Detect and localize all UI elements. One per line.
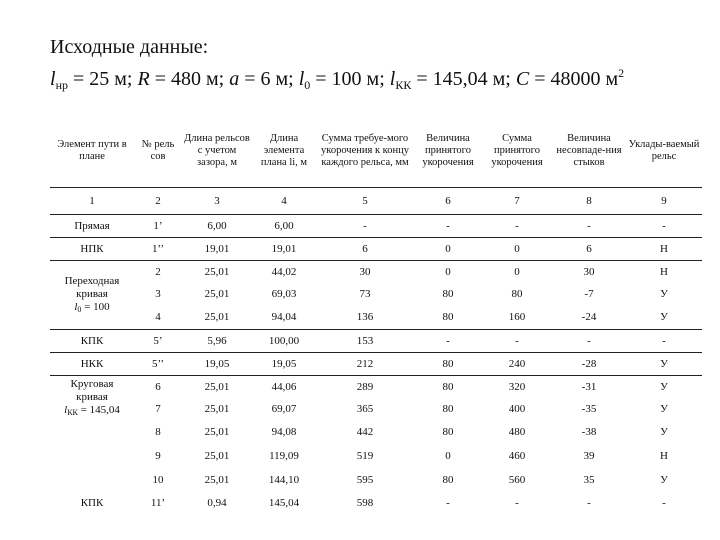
input-parameters: [50, 66, 624, 93]
table-cell: -: [587, 496, 591, 509]
element-symbol: l: [64, 404, 68, 416]
table-cell: 598: [356, 496, 374, 509]
element-label: кривая: [76, 287, 108, 300]
table-cell: -: [626, 330, 702, 353]
table-cell: -: [515, 219, 519, 232]
table-cell: У: [660, 310, 668, 323]
element-cell: НКК: [50, 353, 134, 376]
column-number: 3: [182, 188, 252, 215]
table-cell: -: [482, 330, 552, 353]
table-cell: 94,04: [271, 310, 297, 323]
header-cell: Длина элемента плана li, м: [252, 115, 316, 188]
table-cell: 5,96: [182, 330, 252, 353]
param-c-superscript: 2: [618, 66, 625, 80]
table-cell: 160: [508, 310, 526, 323]
table-row: [50, 261, 702, 284]
param-l0-symbol: l: [298, 68, 305, 90]
element-subscript: КК: [67, 408, 78, 417]
table-cell: У: [660, 425, 668, 438]
table-cell: 19,05: [252, 353, 316, 376]
element-symbol: l: [74, 300, 78, 313]
table-cell: 1’’: [134, 238, 182, 261]
header-cell: Сумма требуе-мого укорочения к концу каждого рельса, мм: [316, 115, 414, 188]
table-cell: 6: [134, 376, 182, 399]
header-cell: № рель сов: [134, 115, 182, 188]
table-cell: -7: [584, 287, 594, 300]
table-cell: Н: [626, 238, 702, 261]
rail-shortening-table: [50, 115, 702, 514]
table-row: [50, 468, 702, 492]
table-cell: 480: [508, 425, 526, 438]
table-cell: 8: [155, 425, 161, 438]
table-cell: 320: [482, 376, 552, 399]
table-cell: -: [515, 496, 519, 509]
table-cell: Н: [626, 261, 702, 284]
table-cell: -: [446, 219, 450, 232]
column-number: 1: [50, 188, 134, 215]
table-cell: 4: [155, 310, 161, 323]
param-lkk-value: = 145,04 м;: [411, 68, 516, 90]
table-cell: 19,01: [252, 238, 316, 261]
param-a-value: = 6 м;: [239, 68, 299, 90]
table-cell: 25,01: [204, 425, 230, 438]
param-lnp-subscript: нр: [55, 78, 68, 92]
table-row: [50, 444, 702, 468]
table-row: [50, 353, 702, 376]
param-r-symbol: R: [137, 68, 150, 90]
table-cell: Н: [660, 449, 668, 462]
table-cell: 3: [155, 287, 161, 300]
param-lkk-symbol: l: [389, 68, 396, 90]
table-cell: 25,01: [182, 261, 252, 284]
table-cell: 10: [152, 473, 164, 486]
header-cell: Величина несовпаде-ния стыков: [552, 115, 626, 188]
table-cell: 80: [414, 353, 482, 376]
param-l0-value: = 100 м;: [310, 68, 390, 90]
table-row: [50, 305, 702, 330]
table-cell: 460: [508, 449, 526, 462]
table-cell: 5’: [134, 330, 182, 353]
page-title: Исходные данные:: [50, 36, 209, 58]
table-cell: У: [626, 376, 702, 399]
element-label: Переходная: [64, 274, 120, 287]
table-cell: -: [587, 219, 591, 232]
table-row: [50, 376, 702, 399]
table-cell: У: [660, 402, 668, 415]
column-number-row: [50, 188, 702, 215]
table-cell: 595: [356, 473, 374, 486]
table-cell: 0: [414, 261, 482, 284]
table-cell: 80: [442, 473, 454, 486]
table-row: [50, 492, 702, 514]
table-cell: У: [626, 353, 702, 376]
table-cell: 100,00: [252, 330, 316, 353]
table-cell: 35: [583, 473, 595, 486]
header-cell: Длина рельсов с учетом зазора, м: [182, 115, 252, 188]
table-cell: 560: [508, 473, 526, 486]
param-lnp-value: = 25 м;: [67, 68, 138, 90]
element-cell: Прямая: [74, 219, 110, 232]
table-cell: 6: [316, 238, 414, 261]
table-cell: 80: [442, 310, 454, 323]
table-cell: -: [414, 330, 482, 353]
table-cell: -: [446, 496, 450, 509]
table-cell: 212: [316, 353, 414, 376]
table-cell: 0: [414, 238, 482, 261]
table-cell: 400: [508, 402, 526, 415]
table-cell: 25,01: [182, 376, 252, 399]
column-number: 5: [316, 188, 414, 215]
table-cell: -: [552, 330, 626, 353]
table-cell: 80: [414, 376, 482, 399]
table-row: [50, 215, 702, 238]
param-a-symbol: a: [229, 68, 240, 90]
table-cell: 6,00: [274, 219, 294, 232]
table-cell: 11’: [150, 496, 166, 509]
column-number: 6: [414, 188, 482, 215]
table-row: [50, 398, 702, 420]
table-cell: 80: [511, 287, 523, 300]
header-cell: Сумма принятого укорочения: [482, 115, 552, 188]
element-cell: КПК: [80, 496, 104, 509]
param-c-value: = 48000 м: [529, 68, 619, 90]
param-r-value: = 480 м;: [149, 68, 230, 90]
table-cell: 69,03: [271, 287, 297, 300]
table-cell: 0: [482, 238, 552, 261]
table-cell: 0: [482, 261, 552, 284]
table-cell: 5’’: [134, 353, 182, 376]
table-cell: 0: [445, 449, 451, 462]
table-cell: 6: [552, 238, 626, 261]
table-cell: 7: [155, 402, 161, 415]
table-cell: -35: [581, 402, 597, 415]
column-number: 4: [252, 188, 316, 215]
table-cell: -: [662, 496, 666, 509]
table-cell: 25,01: [204, 449, 230, 462]
header-cell: Величина принятого укорочения: [414, 115, 482, 188]
element-value: = 145,04: [77, 404, 120, 416]
table-cell: У: [660, 287, 668, 300]
table-cell: 365: [356, 402, 374, 415]
element-cell: КПК: [50, 330, 134, 353]
table-cell: 94,08: [271, 425, 297, 438]
table-cell: 25,01: [204, 287, 230, 300]
table-cell: 145,04: [268, 496, 300, 509]
table-cell: -: [363, 219, 367, 232]
table-cell: 153: [316, 330, 414, 353]
table-cell: 80: [442, 287, 454, 300]
table-row: [50, 283, 702, 305]
table-row: [50, 330, 702, 353]
table-cell: 39: [583, 449, 595, 462]
table-cell: 144,10: [268, 473, 300, 486]
table-cell: -24: [581, 310, 597, 323]
table-cell: 0,94: [207, 496, 227, 509]
table-cell: 519: [356, 449, 374, 462]
element-subscript: 0: [77, 304, 82, 314]
param-lkk-subscript: КК: [395, 78, 412, 92]
table-cell: 25,01: [204, 402, 230, 415]
column-number: 7: [482, 188, 552, 215]
table-cell: 73: [359, 287, 371, 300]
table-cell: -31: [552, 376, 626, 399]
table-cell: 136: [356, 310, 374, 323]
table-row: [50, 238, 702, 261]
table-cell: 30: [552, 261, 626, 284]
table-cell: 2: [134, 261, 182, 284]
param-l0-subscript: 0: [304, 78, 311, 92]
table-cell: 44,06: [252, 376, 316, 399]
param-lnp-symbol: l: [50, 68, 56, 90]
param-c-symbol: C: [515, 68, 530, 90]
table-cell: У: [660, 473, 668, 486]
column-number: 8: [552, 188, 626, 215]
element-label: кривая: [76, 391, 108, 403]
table-cell: 19,01: [182, 238, 252, 261]
element-label: Круговая: [70, 378, 114, 390]
table-cell: 442: [356, 425, 374, 438]
table-cell: 25,01: [204, 310, 230, 323]
table-cell: 9: [155, 449, 161, 462]
header-cell: Элемент пути в плане: [50, 115, 134, 188]
table-cell: 19,05: [182, 353, 252, 376]
table-cell: 80: [442, 402, 454, 415]
table-cell: 69,07: [271, 402, 297, 415]
table-cell: 25,01: [204, 473, 230, 486]
element-cell-circular: [50, 376, 134, 493]
table-cell: -28: [552, 353, 626, 376]
table-cell: 44,02: [252, 261, 316, 284]
table-cell: -: [662, 219, 666, 232]
table-cell: 30: [316, 261, 414, 284]
header-cell: Уклады-ваемый рельс: [626, 115, 702, 188]
column-number: 9: [626, 188, 702, 215]
table-cell: 240: [482, 353, 552, 376]
table-cell: 1’: [153, 219, 163, 232]
table-cell: 80: [442, 425, 454, 438]
table-cell: 289: [316, 376, 414, 399]
element-value: = 100: [81, 300, 110, 313]
element-cell: НПК: [50, 238, 134, 261]
table-cell: -38: [581, 425, 597, 438]
column-number: 2: [134, 188, 182, 215]
element-cell-transition: [50, 261, 134, 330]
table-row: [50, 420, 702, 444]
table-header-row: [50, 115, 702, 188]
table-cell: 119,09: [269, 449, 299, 462]
table-cell: 6,00: [207, 219, 227, 232]
